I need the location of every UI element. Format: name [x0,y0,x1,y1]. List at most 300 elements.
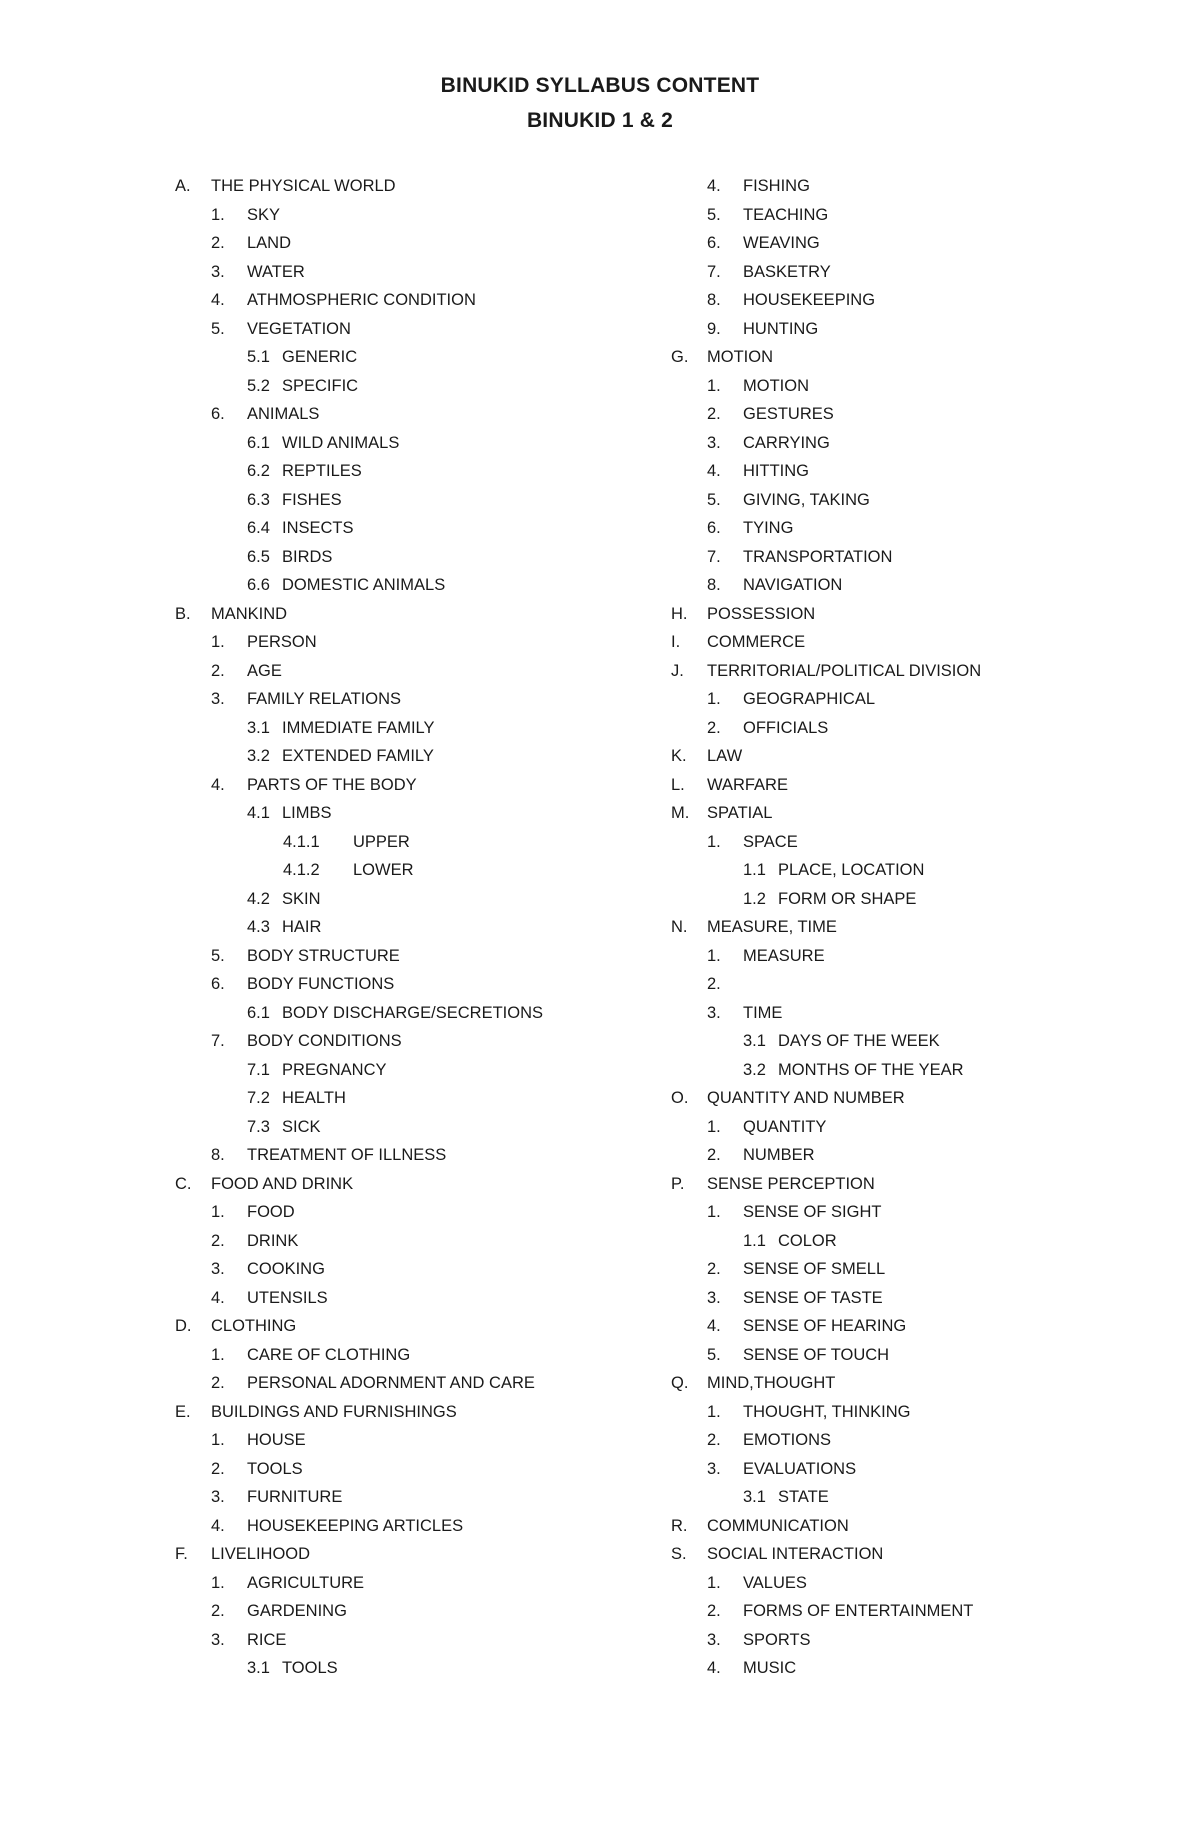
outline-item [671,343,1131,372]
outline-item [175,685,655,714]
outline-item [175,1483,655,1512]
outline-text: ANIMALS [247,405,320,423]
outline-marker: E. [175,1402,191,1421]
outline-item [671,229,1131,258]
outline-item [175,1341,655,1370]
outline-marker: 4.1.2 [283,861,320,879]
outline-item [175,1540,655,1569]
outline-text: HUNTING [743,319,819,338]
outline-item [175,1455,655,1484]
outline-marker: 5.1 [247,348,270,366]
outline-marker: R. [671,1516,688,1535]
outline-text: NUMBER [743,1146,815,1164]
outline-text: REPTILES [282,462,362,480]
outline-text: SENSE OF TOUCH [743,1345,890,1364]
outline-marker: 6. [211,405,225,423]
outline-marker: 8. [211,1146,225,1164]
outline-text: LIMBS [282,804,332,822]
outline-item [175,343,655,372]
outline-marker: I. [671,633,681,651]
outline-text: GENERIC [282,348,358,366]
outline-marker: 2. [211,1459,225,1478]
outline-item [175,970,655,999]
outline-text: EMOTIONS [743,1431,832,1449]
outline-text: FORMS OF ENTERTAINMENT [743,1602,974,1620]
outline-item [671,1255,1131,1284]
outline-marker: 4. [707,462,721,480]
outline-item [175,799,655,828]
outline-item [175,315,655,344]
outline-marker: 6.3 [247,490,270,509]
outline-marker: 2. [707,1260,721,1278]
outline-marker: 1. [707,832,721,851]
outline-item [175,628,655,657]
outline-text: FURNITURE [247,1488,343,1506]
outline-marker: 3. [707,1288,721,1307]
outline-text: WEAVING [743,234,820,252]
document-subtitle: BINUKID 1 & 2 [526,109,674,132]
outline-marker: 6. [211,975,225,993]
outline-marker: 3. [707,433,721,452]
outline-marker: 1. [211,205,225,224]
outline-text: SPATIAL [707,804,773,822]
outline-text: STATE [778,1488,829,1506]
outline-marker: 2. [211,661,225,680]
outline-item [175,571,655,600]
outline-item [671,1170,1131,1199]
outline-marker: 3. [211,690,225,708]
outline-text: TYING [743,519,794,537]
outline-item [175,201,655,230]
outline-text: LIVELIHOOD [211,1545,311,1563]
outline-marker: 2. [707,975,721,993]
outline-text: DRINK [247,1231,299,1250]
outline-item [671,1056,1131,1085]
outline-marker: 5. [707,490,721,509]
outline-item [175,856,655,885]
outline-text: BASKETRY [743,262,831,281]
outline-item [671,486,1131,515]
outline-text: MEASURE, TIME [707,918,837,936]
outline-text: SKY [247,205,281,224]
outline-item [671,714,1131,743]
outline-marker: N. [671,918,688,936]
outline-marker: 1. [707,376,721,395]
outline-text: SENSE OF SMELL [743,1260,886,1278]
outline-marker: H. [671,604,688,623]
outline-item [671,970,1131,999]
outline-item [671,1569,1131,1598]
outline-marker: 6.1 [247,1003,270,1022]
outline-item [175,742,655,771]
outline-text: COMMERCE [707,633,806,651]
outline-item [175,286,655,315]
outline-marker: 3.1 [743,1488,766,1506]
outline-marker: 8. [707,291,721,309]
outline-text: SENSE OF SIGHT [743,1203,882,1221]
outline-item [671,1540,1131,1569]
outline-marker: O. [671,1089,689,1107]
outline-text: PREGNANCY [282,1060,387,1079]
outline-text: EXTENDED FAMILY [282,747,434,765]
outline-text: WILD ANIMALS [282,433,400,452]
outline-item [671,1483,1131,1512]
outline-item [671,685,1131,714]
outline-text: HOUSEKEEPING [743,291,876,309]
outline-text: COLOR [778,1231,837,1250]
outline-item [175,429,655,458]
outline-marker: 9. [707,319,721,338]
outline-text: COOKING [247,1260,325,1278]
outline-marker: S. [671,1545,687,1563]
outline-item [175,1113,655,1142]
outline-text: EVALUATIONS [743,1459,857,1478]
outline-marker: 2. [707,1431,721,1449]
outline-marker: 3.1 [247,718,270,737]
outline-text: THOUGHT, THINKING [743,1402,911,1421]
outline-text: PLACE, LOCATION [778,861,925,879]
outline-item [175,657,655,686]
outline-marker: 3. [211,1630,225,1649]
outline-text: LOWER [353,861,414,879]
outline-marker: 6.6 [247,576,270,594]
outline-text: SPACE [743,832,798,851]
outline-marker: 4.3 [247,918,270,936]
outline-item [175,1369,655,1398]
outline-marker: 1. [211,1573,225,1592]
outline-marker: 3. [707,1003,721,1022]
outline-text: SICK [282,1117,321,1136]
outline-item [671,799,1131,828]
outline-marker: 4. [707,1659,721,1677]
outline-marker: 2. [211,1602,225,1620]
outline-text: AGRICULTURE [247,1573,365,1592]
outline-marker: 6. [707,519,721,537]
outline-text: ATHMOSPHERIC CONDITION [247,291,476,309]
outline-marker: 3.1 [247,1659,270,1677]
outline-item [175,172,655,201]
outline-marker: 2. [707,405,721,423]
outline-text: QUANTITY AND NUMBER [707,1089,905,1107]
outline-marker: 3. [211,262,225,281]
outline-marker: 6.2 [247,462,270,480]
outline-marker: M. [671,804,690,822]
outline-text: GEOGRAPHICAL [743,690,876,708]
outline-item [671,1597,1131,1626]
outline-marker: 4. [707,1317,721,1335]
outline-marker: 5.2 [247,376,270,395]
outline-marker: 3.2 [247,747,270,765]
outline-text: PARTS OF THE BODY [247,775,417,794]
outline-marker: 5. [707,205,721,224]
outline-marker: 1. [707,946,721,965]
outline-text: HITTING [743,462,809,480]
outline-item [671,1626,1131,1655]
outline-marker: 1. [707,1402,721,1421]
outline-item [671,1027,1131,1056]
outline-item [671,1312,1131,1341]
outline-text: OFFICIALS [743,718,829,737]
outline-text: COMMUNICATION [707,1516,849,1535]
outline-item [671,600,1131,629]
outline-item [671,286,1131,315]
outline-item [175,1084,655,1113]
outline-text: HOUSE [247,1431,306,1449]
outline-text: TOOLS [282,1659,338,1677]
outline-item [175,1141,655,1170]
outline-item [175,1569,655,1598]
outline-text: WARFARE [707,775,788,794]
outline-text: TIME [743,1003,783,1022]
outline-text: FOOD AND DRINK [211,1174,354,1193]
outline-marker: 1. [707,690,721,708]
outline-marker: 2. [707,1602,721,1620]
outline-marker: K. [671,747,687,765]
outline-text: QUANTITY [743,1117,827,1136]
outline-item [175,1255,655,1284]
outline-item [671,628,1131,657]
outline-item [175,1284,655,1313]
outline-item [671,999,1131,1028]
outline-text: NAVIGATION [743,576,843,594]
outline-item [671,571,1131,600]
outline-item [671,372,1131,401]
outline-text: BODY STRUCTURE [247,946,400,965]
outline-marker: 2. [707,1146,721,1164]
outline-marker: 4. [211,291,225,309]
outline-marker: B. [175,604,191,623]
outline-marker: 2. [211,1231,225,1250]
outline-item [175,486,655,515]
outline-marker: 4.1 [247,804,270,822]
outline-text: TOOLS [247,1459,303,1478]
outline-text: UTENSILS [247,1288,328,1307]
outline-text: FAMILY RELATIONS [247,690,402,708]
outline-text: FISHES [282,490,342,509]
outline-marker: 3. [707,1630,721,1649]
outline-text: BUILDINGS AND FURNISHINGS [211,1402,457,1421]
outline-text: RICE [247,1630,287,1649]
outline-item [175,229,655,258]
outline-item [671,771,1131,800]
outline-marker: C. [175,1174,192,1193]
outline-marker: 1. [211,1203,225,1221]
outline-marker: F. [175,1545,188,1563]
outline-item [671,1426,1131,1455]
outline-item [175,913,655,942]
outline-item [175,457,655,486]
outline-marker: 2. [211,1374,225,1392]
outline-item [671,856,1131,885]
outline-text: SENSE PERCEPTION [707,1174,875,1193]
outline-item [175,771,655,800]
outline-text: BODY FUNCTIONS [247,975,395,993]
outline-item [175,714,655,743]
outline-text: LAND [247,234,292,252]
outline-item [671,1084,1131,1113]
outline-item [175,1654,655,1683]
outline-marker: 1. [707,1203,721,1221]
outline-text: MIND,THOUGHT [707,1374,836,1392]
outline-item [175,1312,655,1341]
outline-marker: 7.2 [247,1089,270,1107]
outline-item [671,1227,1131,1256]
outline-item [671,1198,1131,1227]
outline-marker: G. [671,348,689,366]
outline-marker: Q. [671,1374,689,1392]
outline-text: HOUSEKEEPING ARTICLES [247,1516,464,1535]
outline-text: THE PHYSICAL WORLD [211,177,396,195]
outline-marker: 6. [707,234,721,252]
outline-item [671,172,1131,201]
outline-marker: 1.1 [743,861,766,879]
outline-text: POSSESSION [707,604,816,623]
outline-text: SOCIAL INTERACTION [707,1545,884,1563]
outline-item [671,315,1131,344]
outline-item [175,600,655,629]
outline-item [175,1027,655,1056]
outline-item [671,1341,1131,1370]
outline-text: BIRDS [282,547,333,566]
outline-item [175,514,655,543]
outline-item [671,400,1131,429]
outline-item [175,1398,655,1427]
outline-text: SPECIFIC [282,376,359,395]
outline-item [175,1056,655,1085]
outline-marker: L. [671,775,685,794]
outline-marker: 1.2 [743,889,766,908]
outline-marker: 4. [211,1288,225,1307]
outline-marker: 7. [707,547,721,566]
outline-marker: 4. [211,1516,225,1535]
outline-item [175,1597,655,1626]
outline-item [175,372,655,401]
outline-marker: 3. [707,1459,721,1478]
outline-text: GESTURES [743,405,834,423]
outline-marker: J. [671,661,684,680]
outline-item [175,828,655,857]
outline-marker: 7. [211,1032,225,1050]
outline-item [175,1426,655,1455]
outline-item [671,657,1131,686]
outline-item [671,913,1131,942]
outline-text: SKIN [282,889,321,908]
outline-text: MOTION [707,348,773,366]
outline-item [671,1113,1131,1142]
outline-marker: 4.2 [247,889,270,908]
outline-marker: 5. [211,319,225,338]
outline-item [175,1626,655,1655]
outline-text: CARRYING [743,433,830,452]
outline-text: BODY DISCHARGE/SECRETIONS [282,1003,543,1022]
outline-item [175,885,655,914]
outline-marker: 1. [707,1117,721,1136]
outline-text: AGE [247,661,282,680]
outline-marker: A. [175,177,191,195]
outline-marker: 1. [211,1431,225,1449]
outline-text: TERRITORIAL/POLITICAL DIVISION [707,661,982,680]
outline-marker: 7. [707,262,721,281]
outline-text: LAW [707,747,743,765]
outline-text: INSECTS [282,519,354,537]
outline-item [671,885,1131,914]
outline-text: TREATMENT OF ILLNESS [247,1146,447,1164]
outline-item [671,942,1131,971]
outline-marker: 7.1 [247,1060,270,1079]
outline-marker: 8. [707,576,721,594]
outline-text: PERSON [247,633,317,651]
outline-text: SPORTS [743,1630,811,1649]
outline-item [671,429,1131,458]
outline-item [175,1512,655,1541]
outline-text: MONTHS OF THE YEAR [778,1060,964,1079]
outline-marker: 2. [211,234,225,252]
outline-text: IMMEDIATE FAMILY [282,718,435,737]
outline-text: SENSE OF TASTE [743,1288,883,1307]
outline-marker: 1. [211,633,225,651]
outline-item [175,1198,655,1227]
outline-item [671,457,1131,486]
outline-marker: 1. [211,1345,225,1364]
outline-text: HEALTH [282,1089,346,1107]
outline-marker: 6.1 [247,433,270,452]
outline-marker: 1. [707,1573,721,1592]
outline-marker: 6.5 [247,547,270,566]
outline-marker: 6.4 [247,519,270,537]
outline-text: UPPER [353,832,410,851]
outline-text: TEACHING [743,205,829,224]
outline-marker: 3.1 [743,1032,766,1050]
outline-marker: 3.2 [743,1060,766,1079]
outline-text: VEGETATION [247,319,351,338]
outline-item [175,1170,655,1199]
outline-text: MEASURE [743,946,825,965]
outline-item [671,828,1131,857]
outline-left-column [175,172,655,1683]
outline-item [671,1654,1131,1683]
outline-text: SENSE OF HEARING [743,1317,907,1335]
outline-item [671,258,1131,287]
outline-marker: 4.1.1 [283,832,320,851]
outline-item [175,1227,655,1256]
outline-text: DOMESTIC ANIMALS [282,576,446,594]
outline-text: HAIR [282,918,322,936]
outline-text: GIVING, TAKING [743,490,870,509]
outline-marker: 5. [211,946,225,965]
outline-item [671,514,1131,543]
outline-item [671,742,1131,771]
outline-text: DAYS OF THE WEEK [778,1032,940,1050]
outline-text: FISHING [743,177,810,195]
outline-marker: 4. [707,177,721,195]
outline-item [671,1398,1131,1427]
outline-text: CLOTHING [211,1317,297,1335]
outline-marker: 3. [211,1488,225,1506]
outline-marker: 2. [707,718,721,737]
outline-item [671,1284,1131,1313]
outline-text: TRANSPORTATION [743,547,893,566]
outline-text: MANKIND [211,604,288,623]
outline-item [671,201,1131,230]
outline-item [175,400,655,429]
outline-marker: 3. [211,1260,225,1278]
outline-text: CARE OF CLOTHING [247,1345,411,1364]
outline-text: MUSIC [743,1659,797,1677]
outline-marker: 7.3 [247,1117,270,1136]
outline-text: VALUES [743,1573,807,1592]
outline-text: BODY CONDITIONS [247,1032,402,1050]
outline-item [671,543,1131,572]
